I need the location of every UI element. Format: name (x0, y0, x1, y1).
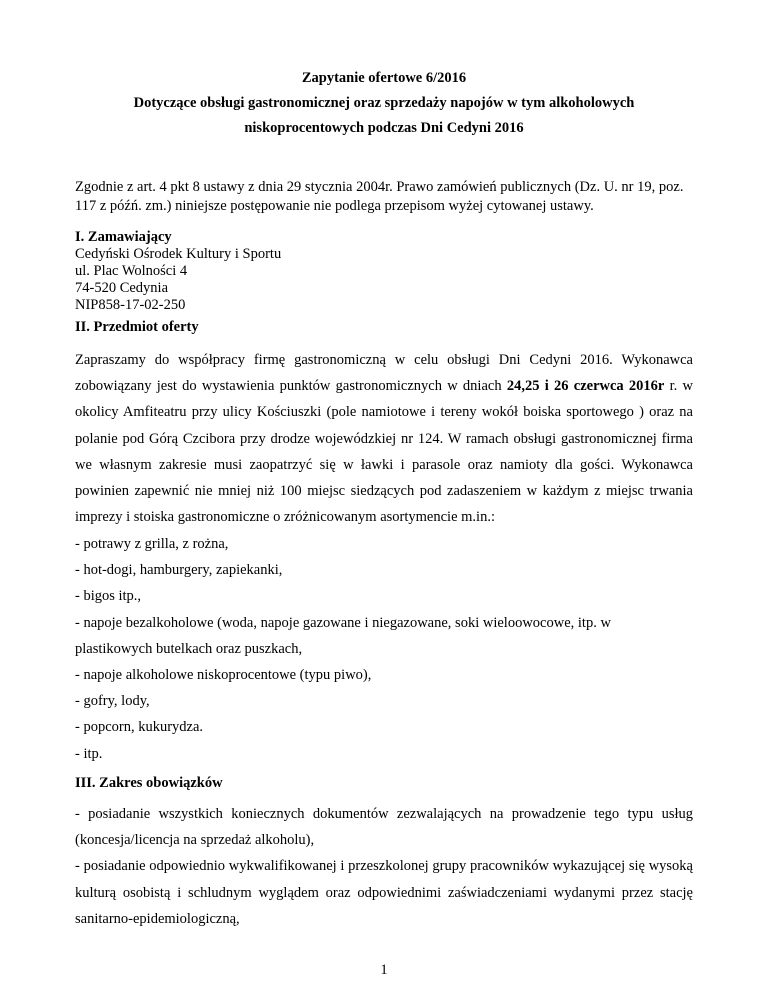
event-dates: 24,25 i 26 czerwca 2016r (506, 378, 665, 395)
section-heading: I. Zamawiający (75, 229, 172, 245)
paragraph-text: r. w okolicy Amfiteatru przy ulicy Kościuszki (pole namiotowe i tereny wokół boiska sportowego ) oraz na polanie pod Górą Czcibora przy drodze wojewódzkiej nr 124. W ramach obsługi gastronomicznej firma we własnym zakresie musi zaopatrzyć się w ławki i parasole oraz namioty dla gości. Wykonawca powinien zapewnić nie mniej niż 100 miejsc siedzących pod zadaszeniem w każdym z miejsc trwania imprezy i stoiska gastronomiczne o zróżnicowanym asortymencie m.in.: (75, 378, 694, 526)
legal-note: Zgodnie z art. 4 pkt 8 ustawy z dnia 29 stycznia 2004r. Prawo zamówień publicznych (Dz. U. nr 19, poz. 117 z późń. zm.) niniejsze postępowanie nie podlega przepisom wyżej cytowanej ustawy. (75, 179, 684, 214)
section-contracting-party (75, 229, 695, 314)
duties-list (75, 801, 693, 932)
title-line-2: Dotyczące obsługi gastronomicznej oraz sprzedaży napojów w tym alkoholowych (133, 95, 635, 111)
party-street: ul. Plac Wolności 4 (75, 263, 188, 279)
party-nip: NIP858-17-02-250 (75, 297, 186, 313)
party-postal-city: 74-520 Cedynia (75, 280, 169, 296)
list-item: - bigos itp., (75, 588, 142, 605)
section-heading: III. Zakres obowiązków (75, 775, 223, 791)
assortment-list (75, 531, 693, 767)
list-item: - potrawy z grilla, z rożna, (75, 536, 229, 552)
list-item: - posiadanie odpowiednio wykwalifikowanej i przeszkolonej grupy pracowników wykazującej się wysoką kulturą osobistą i schludnym wyglądem oraz odpowiednimi zaświadczeniami wydanymi przez stację sanitarno-epidemiologiczną, (75, 858, 693, 927)
list-item: plastikowych butelkach oraz puszkach, (75, 640, 303, 657)
list-item: - hot-dogi, hamburgery, zapiekanki, (75, 562, 283, 579)
section-heading: II. Przedmiot oferty (75, 319, 199, 335)
list-item: - napoje alkoholowe niskoprocentowe (typu piwo), (75, 667, 372, 684)
title-line-3: niskoprocentowych podczas Dni Cedyni 2016 (244, 120, 524, 136)
party-name: Cedyński Ośrodek Kultury i Sportu (75, 246, 282, 262)
paragraph-text: Zapraszamy do współpracy firmę gastronomiczną w celu obsługi Dni Cedyni 2016. Wykonawca zobowiązany jest do wystawienia punktów gastronomicznych w dniach (75, 352, 693, 395)
document-title (0, 66, 768, 141)
page-number: 1 (380, 962, 388, 978)
offer-subject-paragraph (75, 347, 693, 530)
list-item: - gofry, lody, (75, 693, 150, 710)
list-item: - popcorn, kukurydza. (75, 719, 204, 736)
list-item: - itp. (75, 745, 103, 762)
list-item: - napoje bezalkoholowe (woda, napoje gazowane i niegazowane, soki wieloowocowe, itp. w (75, 614, 611, 631)
title-line-1: Zapytanie ofertowe 6/2016 (301, 70, 467, 86)
list-item: - posiadanie wszystkich koniecznych dokumentów zezwalających na prowadzenie tego typu usług (koncesja/licencja na sprzedaż alkoholu), (75, 806, 693, 849)
